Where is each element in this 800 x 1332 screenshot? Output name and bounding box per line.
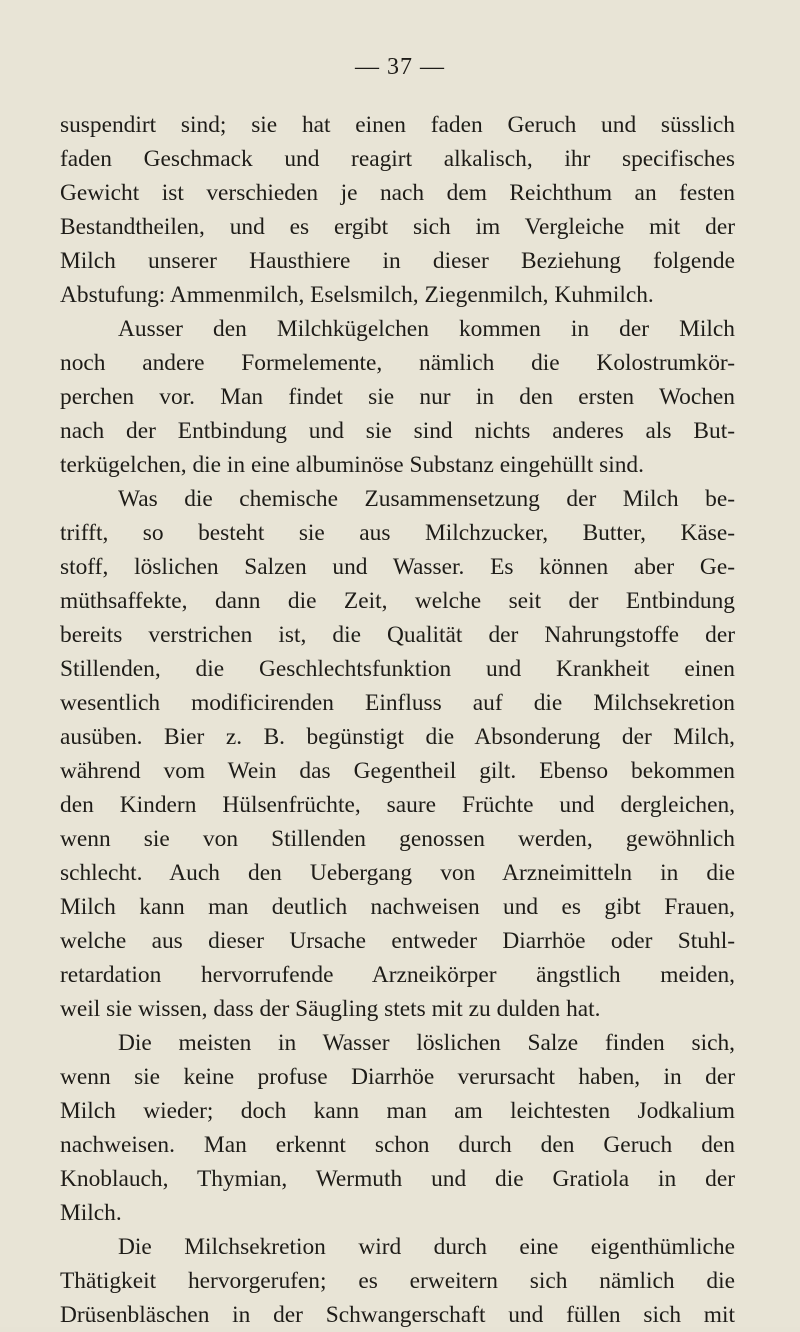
text-line: trifft, so besteht sie aus Milchzucker, Butter, Käse-	[60, 520, 735, 546]
text-line: Ausser den Milchkügelchen kommen in der Milch	[118, 316, 735, 342]
text-line: ausüben. Bier z. B. begünstigt die Absonderung der Milch,	[60, 724, 735, 750]
text-line: suspendirt sind; sie hat einen faden Geruch und süsslich	[60, 112, 735, 138]
text-line: Milch.	[60, 1200, 122, 1226]
text-line: Stillenden, die Geschlechtsfunktion und Krankheit einen	[60, 656, 735, 682]
text-line: welche aus dieser Ursache entweder Diarrhöe oder Stuhl-	[60, 928, 735, 954]
text-line: Knoblauch, Thymian, Wermuth und die Gratiola in der	[60, 1166, 735, 1192]
text-line: stoff, löslichen Salzen und Wasser. Es können aber Ge-	[60, 554, 735, 580]
text-line: Milch unserer Hausthiere in dieser Beziehung folgende	[60, 248, 735, 274]
text-line: Gewicht ist verschieden je nach dem Reichthum an festen	[60, 180, 735, 206]
text-line: Bestandtheilen, und es ergibt sich im Vergleiche mit der	[60, 214, 735, 240]
text-line: Abstufung: Ammenmilch, Eselsmilch, Ziegenmilch, Kuhmilch.	[60, 282, 654, 308]
text-line: Die meisten in Wasser löslichen Salze finden sich,	[118, 1030, 735, 1056]
text-line: bereits verstrichen ist, die Qualität der Nahrungstoffe der	[60, 622, 735, 648]
text-line: schlecht. Auch den Uebergang von Arzneimitteln in die	[60, 860, 735, 886]
text-line: faden Geschmack und reagirt alkalisch, ihr specifisches	[60, 146, 735, 172]
text-line: müthsaffekte, dann die Zeit, welche seit der Entbindung	[60, 588, 735, 614]
text-line: Die Milchsekretion wird durch eine eigenthümliche	[118, 1234, 735, 1260]
body-text	[60, 108, 735, 1332]
page-number: — 37 —	[355, 54, 445, 80]
text-line: wesentlich modificirenden Einfluss auf die Milchsekretion	[60, 690, 735, 716]
text-line: noch andere Formelemente, nämlich die Kolostrumkör-	[60, 350, 735, 376]
text-line: wenn sie keine profuse Diarrhöe verursacht haben, in der	[60, 1064, 735, 1090]
text-line: wenn sie von Stillenden genossen werden, gewöhnlich	[60, 826, 735, 852]
text-line: während vom Wein das Gegentheil gilt. Ebenso bekommen	[60, 758, 735, 784]
text-line: Was die chemische Zusammensetzung der Milch be-	[118, 486, 735, 512]
text-line: weil sie wissen, dass der Säugling stets mit zu dulden hat.	[60, 996, 601, 1022]
text-line: Drüsenbläschen in der Schwangerschaft und füllen sich mit	[60, 1302, 735, 1328]
text-line: Thätigkeit hervorgerufen; es erweitern sich nämlich die	[60, 1268, 735, 1294]
text-line: Milch wieder; doch kann man am leichtesten Jodkalium	[60, 1098, 735, 1124]
text-line: terkügelchen, die in eine albuminöse Substanz eingehüllt sind.	[60, 452, 644, 478]
text-line: perchen vor. Man findet sie nur in den ersten Wochen	[60, 384, 735, 410]
text-line: retardation hervorrufende Arzneikörper ängstlich meiden,	[60, 962, 735, 988]
text-line: nach der Entbindung und sie sind nichts anderes als But-	[60, 418, 735, 444]
text-line: nachweisen. Man erkennt schon durch den Geruch den	[60, 1132, 735, 1158]
text-line: Milch kann man deutlich nachweisen und es gibt Frauen,	[60, 894, 735, 920]
text-line: den Kindern Hülsenfrüchte, saure Früchte und dergleichen,	[60, 792, 735, 818]
